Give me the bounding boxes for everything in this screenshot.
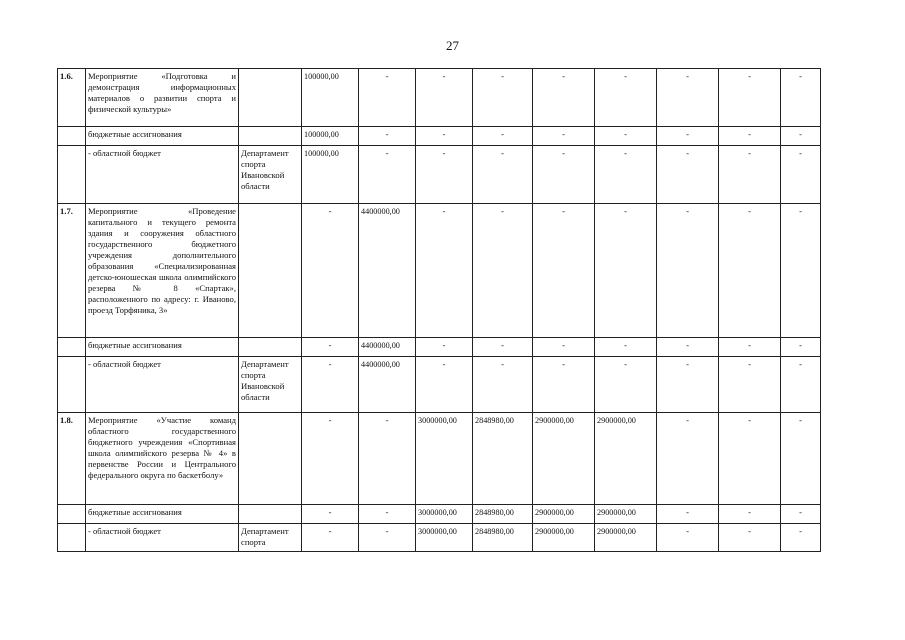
executor-cell: Департамент спорта Ивановской области <box>239 357 302 413</box>
table-body <box>58 69 821 552</box>
value-cell: - <box>416 69 473 127</box>
value-cell: - <box>533 338 595 357</box>
value-cell: - <box>781 146 821 204</box>
value-cell: - <box>359 505 416 524</box>
value-cell: - <box>302 413 359 505</box>
value-cell: - <box>719 338 781 357</box>
value-cell: - <box>719 357 781 413</box>
value-cell: 4400000,00 <box>359 338 416 357</box>
row-number <box>58 357 86 413</box>
value-cell: - <box>781 357 821 413</box>
table-row <box>58 524 821 552</box>
value-cell: - <box>657 204 719 338</box>
table-row <box>58 505 821 524</box>
value-cell: - <box>657 357 719 413</box>
value-cell: 3000000,00 <box>416 413 473 505</box>
value-cell: - <box>533 69 595 127</box>
value-cell: - <box>719 505 781 524</box>
row-number: 1.6. <box>58 69 86 127</box>
value-cell: - <box>473 204 533 338</box>
value-cell: - <box>473 69 533 127</box>
value-cell: - <box>473 127 533 146</box>
value-cell: 2900000,00 <box>595 505 657 524</box>
budget-table <box>57 68 821 552</box>
executor-cell <box>239 413 302 505</box>
value-cell: - <box>657 338 719 357</box>
value-cell: - <box>781 524 821 552</box>
value-cell: - <box>302 524 359 552</box>
activity-title: Мероприятие «Участие команд областного государственного бюджетного учреждения «Спортивная школа олимпийского резерва № 4» в первенстве России и Центрального федерального округа по баскетболу» <box>86 413 239 505</box>
value-cell: - <box>719 413 781 505</box>
budget-label: бюджетные ассигнования <box>86 127 239 146</box>
value-cell: - <box>302 338 359 357</box>
executor-cell: Департамент спорта <box>239 524 302 552</box>
row-number <box>58 505 86 524</box>
table-row <box>58 204 821 338</box>
row-number <box>58 338 86 357</box>
value-cell: 2900000,00 <box>533 413 595 505</box>
value-cell: - <box>533 146 595 204</box>
table-row <box>58 127 821 146</box>
value-cell: - <box>781 127 821 146</box>
value-cell: 3000000,00 <box>416 505 473 524</box>
executor-cell <box>239 338 302 357</box>
value-cell: - <box>533 357 595 413</box>
value-cell: - <box>657 505 719 524</box>
value-cell: - <box>473 357 533 413</box>
row-number: 1.7. <box>58 204 86 338</box>
value-cell: 2900000,00 <box>533 524 595 552</box>
page-number: 27 <box>446 38 459 53</box>
executor-cell <box>239 505 302 524</box>
value-cell: - <box>657 127 719 146</box>
table-row <box>58 69 821 127</box>
activity-title: Мероприятие «Подготовка и демонстрация информационных материалов о развитии спорта и физической культуры» <box>86 69 239 127</box>
value-cell: - <box>533 127 595 146</box>
value-cell: 2848980,00 <box>473 524 533 552</box>
regional-budget-label: - областной бюджет <box>86 524 239 552</box>
value-cell: - <box>781 338 821 357</box>
value-cell: - <box>416 357 473 413</box>
value-cell: - <box>657 524 719 552</box>
row-number <box>58 146 86 204</box>
value-cell: - <box>595 357 657 413</box>
executor-cell <box>239 69 302 127</box>
value-cell: - <box>719 127 781 146</box>
value-cell: - <box>719 146 781 204</box>
value-cell: - <box>302 505 359 524</box>
value-cell: - <box>719 524 781 552</box>
value-cell: - <box>595 338 657 357</box>
value-cell: - <box>719 204 781 338</box>
budget-label: бюджетные ассигнования <box>86 338 239 357</box>
value-cell: 4400000,00 <box>359 357 416 413</box>
value-cell: - <box>473 338 533 357</box>
value-cell: - <box>533 204 595 338</box>
value-cell: - <box>416 204 473 338</box>
value-cell: 100000,00 <box>302 69 359 127</box>
executor-cell <box>239 127 302 146</box>
activity-title: Мероприятие «Проведение капитального и текущего ремонта здания и сооружения областного государственного бюджетного учреждения дополнительного образования «Специализированная детско-юношеская школа олимпийского резерва № 8 «Спартак», расположенного по адресу: г. Иваново, проезд Торфяника, 3» <box>86 204 239 338</box>
value-cell: - <box>719 69 781 127</box>
value-cell: 2900000,00 <box>533 505 595 524</box>
table-row <box>58 413 821 505</box>
value-cell: 2900000,00 <box>595 413 657 505</box>
row-number <box>58 127 86 146</box>
value-cell: 100000,00 <box>302 146 359 204</box>
budget-label: бюджетные ассигнования <box>86 505 239 524</box>
value-cell: - <box>595 146 657 204</box>
value-cell: 100000,00 <box>302 127 359 146</box>
value-cell: - <box>359 127 416 146</box>
value-cell: - <box>359 69 416 127</box>
value-cell: - <box>359 146 416 204</box>
regional-budget-label: - областной бюджет <box>86 146 239 204</box>
value-cell: - <box>302 204 359 338</box>
value-cell: - <box>657 146 719 204</box>
executor-cell <box>239 204 302 338</box>
value-cell: 2900000,00 <box>595 524 657 552</box>
value-cell: - <box>595 69 657 127</box>
row-number <box>58 524 86 552</box>
value-cell: - <box>781 204 821 338</box>
value-cell: 3000000,00 <box>416 524 473 552</box>
table-row <box>58 357 821 413</box>
value-cell: - <box>302 357 359 413</box>
table-row <box>58 338 821 357</box>
value-cell: - <box>781 413 821 505</box>
value-cell: - <box>595 204 657 338</box>
value-cell: 4400000,00 <box>359 204 416 338</box>
value-cell: - <box>781 505 821 524</box>
value-cell: - <box>359 413 416 505</box>
value-cell: - <box>416 146 473 204</box>
value-cell: - <box>657 69 719 127</box>
regional-budget-label: - областной бюджет <box>86 357 239 413</box>
value-cell: - <box>473 146 533 204</box>
value-cell: - <box>657 413 719 505</box>
value-cell: 2848980,00 <box>473 413 533 505</box>
table-row <box>58 146 821 204</box>
value-cell: - <box>416 338 473 357</box>
value-cell: - <box>781 69 821 127</box>
executor-cell: Департамент спорта Ивановской области <box>239 146 302 204</box>
value-cell: 2848980,00 <box>473 505 533 524</box>
value-cell: - <box>416 127 473 146</box>
value-cell: - <box>359 524 416 552</box>
value-cell: - <box>595 127 657 146</box>
row-number: 1.8. <box>58 413 86 505</box>
